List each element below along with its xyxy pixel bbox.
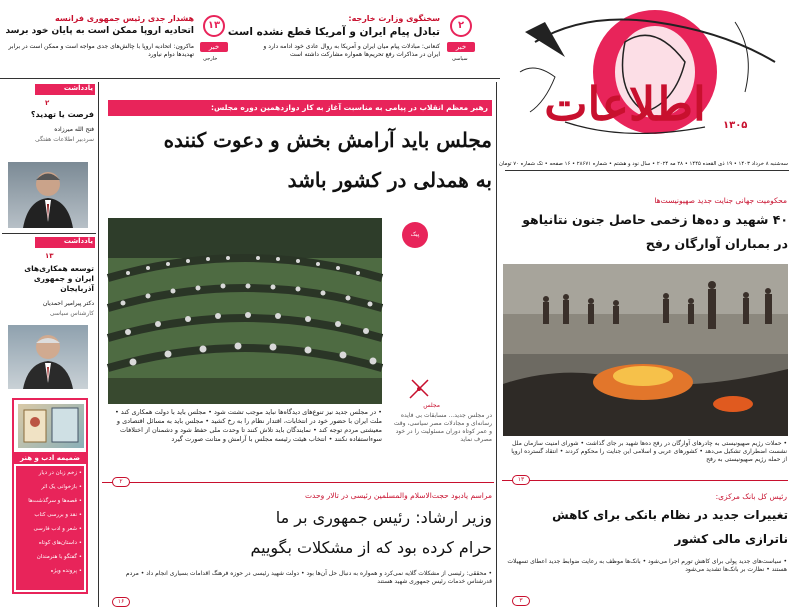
note-title[interactable]: توسعه همکاری‌های ایران و جمهوری آذربایجان bbox=[24, 264, 94, 293]
rafah-photo bbox=[503, 264, 788, 436]
author-portrait bbox=[8, 325, 88, 389]
date-line: سه‌شنبه ۸ خرداد ۱۴۰۳ • ۱۹ ذی القعده ۱۴۴۵ • ۲۸ مه ۲۰۲۴ • سال نود و هشتم • شماره ۲۸۶۷۱ • ۱۶ صفحه • تک شماره ۷۰ تومان bbox=[498, 161, 788, 167]
news-tag-sub: سیاسی bbox=[452, 56, 468, 62]
bottom-center-headline-line2[interactable]: حرام کرده بود که از مشکلات بگوییم bbox=[250, 538, 492, 557]
right-bottom-kicker: رئیس کل بانک مرکزی: bbox=[715, 492, 787, 501]
column-divider bbox=[496, 82, 497, 607]
masthead-logo-text: اطلاعات bbox=[544, 77, 706, 131]
news-tag-label: خبر bbox=[455, 43, 467, 51]
divider bbox=[502, 480, 788, 481]
news-tag-sub: خارجی bbox=[203, 56, 218, 62]
rafah-photo-graphic bbox=[503, 264, 788, 436]
news-tag bbox=[200, 42, 228, 52]
note-author: فتح الله میرزاده bbox=[54, 126, 94, 133]
supplement-box[interactable] bbox=[12, 398, 88, 594]
author-portrait bbox=[8, 162, 88, 228]
top-left-summary: ماکرون: اتحادیه اروپا با چالش‌های جدی مواجه است و ممکن است در برابر تهدیدها دوام نیاورد bbox=[8, 43, 194, 58]
news-tag bbox=[447, 42, 475, 52]
right-bottom-page-ref[interactable]: ۳ bbox=[512, 596, 530, 606]
top-center-kicker: سخنگوی وزارت خارجه: bbox=[348, 14, 440, 23]
supplement-item: • پرونده ویژه bbox=[50, 568, 82, 574]
parliament-photo-graphic bbox=[108, 218, 382, 404]
bottom-center-body: • محققی: رئیسی از مشکلات گلایه نمی‌کرد و همواره به دنبال حل آن‌ها بود • دولت شهید رئیسی در حوزه فرهنگ اقدامات بسیاری انجام داد • مردم قدرشناس خدمات رئیس جمهوری شهید هستند bbox=[125, 570, 492, 585]
note-page: ۱۳ bbox=[45, 252, 54, 260]
page-number-badge: ۲ bbox=[450, 15, 472, 37]
right-headline-line2[interactable]: در بمباران آوارگان رفح bbox=[645, 236, 788, 251]
supplement-item: • زخم زبان در دیار bbox=[38, 470, 82, 476]
supplement-item: • بازخوانی یک اثر bbox=[41, 484, 82, 490]
main-page-ref[interactable]: ۲ bbox=[112, 477, 130, 487]
photo-badge bbox=[402, 222, 428, 248]
parliament-photo bbox=[108, 218, 382, 404]
note-role: سردبیر اطلاعات هفتگی bbox=[34, 136, 94, 143]
column-divider bbox=[98, 82, 99, 607]
supplement-cover-image bbox=[18, 404, 84, 448]
divider bbox=[2, 233, 96, 234]
side-quote-icon bbox=[408, 378, 430, 400]
main-headline-line2[interactable]: به همدلی در کشور باشد bbox=[287, 168, 492, 192]
divider bbox=[0, 78, 500, 79]
supplement-item: • داستان‌های کوتاه bbox=[38, 540, 82, 546]
top-left-kicker: هشدار جدی رئیس جمهوری فرانسه bbox=[54, 14, 194, 23]
side-quote-badge: مجلس bbox=[423, 402, 440, 409]
supplement-item: • نقد و بررسی کتاب bbox=[34, 512, 82, 518]
author-photo bbox=[8, 162, 88, 228]
note-title[interactable]: فرصت یا تهدید؟ bbox=[30, 110, 94, 119]
note-label: یادداشت bbox=[63, 237, 93, 245]
note-role: کارشناس سیاسی bbox=[49, 310, 94, 317]
news-tag-label: خبر bbox=[208, 43, 220, 51]
right-headline-line1[interactable]: ۴۰ شهید و ده‌ها زخمی حاصل جنون نتانیاهو bbox=[522, 212, 788, 227]
photo-badge-label: پیک bbox=[410, 231, 420, 238]
masthead bbox=[505, 2, 789, 152]
author-photo bbox=[8, 325, 88, 389]
supplement-item: • شعر و ادب فارسی bbox=[33, 526, 82, 532]
right-body: • حملات رژیم صهیونیستی به چادرهای آوارگان در رفح ده‌ها شهید بر جای گذاشت • شورای امنیت سازمان ملل نشست اضطراری تشکیل می‌دهد • کشورهای عربی و اسلامی این جنایت را محکوم کردند • انتقاد گسترده اروپا از حمله رژیم صهیونیستی به رفح bbox=[511, 440, 787, 463]
side-quote-text: در مجلس جدید... مسابقات بی فایده رسانه‌ای و مجادلات مصر سیاسی، وقت و عمر کوتاه دوران مسئولیت را در خود مصرف نماید bbox=[393, 412, 492, 443]
supplement-title: ضمیمه ادب و هنر bbox=[14, 452, 86, 464]
bottom-center-page-ref[interactable]: ۱۶ bbox=[112, 597, 130, 607]
right-bottom-headline-line2[interactable]: ناترازی مالی کشور bbox=[674, 532, 788, 546]
note-author: دکتر پیرامیر احمدیان bbox=[42, 300, 94, 307]
note-label: یادداشت bbox=[63, 84, 93, 92]
top-center-summary: کنعانی: مبادلات پیام میان ایران و آمریکا به روال عادی خود ادامه دارد و ایران در مذاکرات رفع تحریم‌ها همواره مشارکت داشته است bbox=[263, 43, 440, 58]
bottom-center-headline-line1[interactable]: وزیر ارشاد: رئیس جمهوری بر ما bbox=[275, 508, 492, 527]
supplement-cover-graphic bbox=[18, 404, 84, 448]
main-body: • در مجلس جدید نیز تنوع‌های دیدگاه‌ها نباید موجب تشتت شود • مجلس باید با دولت همکاری کند • ملت ایران با حضور خود در انتخابات، اقتدار نظام را به رخ کشید • مجلس باید به مسائل اقتصادی و معیشتی مردم توجه کند • نمایندگان باید تلاش کنند تا وحدت ملی حفظ شود و دشمنان از اختلافات سوءاستفاده نکنند • انتخاب هیئت رئیسه مجلس با آرامش و متانت صورت گیرد bbox=[115, 408, 382, 443]
right-page-ref[interactable]: ۱۳ bbox=[512, 475, 530, 485]
divider bbox=[505, 170, 789, 171]
note-page: ۲ bbox=[45, 99, 50, 107]
quill-icon bbox=[408, 378, 430, 400]
supplement-item: • قصه‌ها و سرگذشت‌ها bbox=[28, 498, 82, 504]
bottom-center-kicker: مراسم یادبود حجت‌الاسلام والمسلمین رئیسی در تالار وحدت bbox=[304, 491, 492, 500]
top-left-headline[interactable]: اتحادیه اروپا ممکن است به پایان خود برسد bbox=[5, 26, 194, 36]
top-center-headline[interactable]: تبادل پیام ایران و آمریکا قطع نشده است bbox=[227, 26, 440, 38]
divider bbox=[102, 482, 494, 483]
main-kicker: رهبر معظم انقلاب در پیامی به مناسبت آغاز به کار دوازدهمین دوره مجلس: bbox=[211, 103, 488, 112]
right-bottom-headline-line1[interactable]: تغییرات جدید در نظام بانکی برای کاهش bbox=[552, 508, 788, 522]
main-headline-line1[interactable]: مجلس باید آرامش بخش و دعوت کننده bbox=[163, 128, 492, 152]
right-kicker: محکومیت جهانی جنایت جدید صهیونیست‌ها bbox=[654, 196, 787, 205]
right-bottom-body: • سیاست‌های جدید پولی برای کاهش تورم اجرا می‌شود • بانک‌ها موظف به رعایت ضوابط جدید اعطای تسهیلات هستند • نظارت بر بانک‌ها تشدید می‌شود bbox=[507, 558, 787, 573]
supplement-item: • گفتگو با هنرمندان bbox=[36, 554, 82, 560]
masthead-year: ۱۳۰۵ bbox=[723, 120, 748, 131]
page-number-badge: ۱۳ bbox=[203, 15, 225, 37]
